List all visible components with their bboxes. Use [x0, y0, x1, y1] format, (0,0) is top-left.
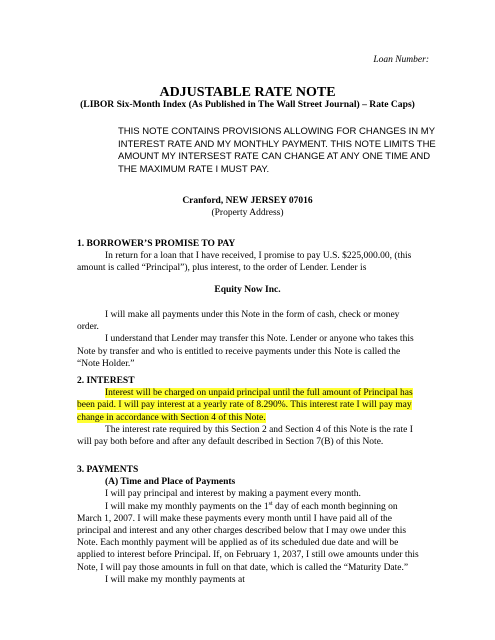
- loan-number-label: Loan Number:: [373, 55, 429, 65]
- property-city-state: Cranford, NEW JERSEY 07016: [182, 196, 313, 206]
- section-1-para-2: I will make all payments under this Note in the form of cash, check or money order.: [77, 310, 400, 333]
- section-1-para-1: In return for a loan that I have received, I promise to pay U.S. $225,000.00, (this amount is called “Principal”), plus interest, to the order of Lender. Lender is: [77, 251, 412, 274]
- section-2-para-2: The interest rate required by this Section 2 and Section 4 of this Note is the rate I will pay both before and after any default described in Section 7(B) of this Note.: [77, 424, 413, 448]
- section-1-heading: 1. BORROWER’S PROMISE TO PAY: [77, 239, 236, 249]
- lender-name: Equity Now Inc.: [214, 285, 281, 295]
- document-title: ADJUSTABLE RATE NOTE: [159, 85, 336, 100]
- section-3-heading: 3. PAYMENTS: [77, 465, 139, 475]
- section-2: [77, 375, 423, 448]
- section-3-para-3: I will make my monthly payments at: [105, 574, 245, 585]
- notice-paragraph: THIS NOTE CONTAINS PROVISIONS ALLOWING FOR CHANGES IN MY INTEREST RATE AND MY MONTHLY PAYMENT. THIS NOTE LIMITS THE AMOUNT MY INTERSEST RATE CAN CHANGE AT ANY ONE TIME AND THE MAXIMUM RATE I MUST PAY.: [118, 126, 436, 175]
- section-2-highlighted-text: Interest will be charged on unpaid principal until the full amount of Principal has been paid. I will pay interest at a yearly rate of 8.290%. This interest rate I will pay may change in accordance with Section 4 of this Note.: [77, 388, 413, 423]
- ordinal-suffix: st: [268, 500, 273, 507]
- section-1-cont: [77, 309, 423, 370]
- document-subtitle: (LIBOR Six-Month Index (As Published in The Wall Street Journal) – Rate Caps): [80, 99, 415, 110]
- section-3-para-2: I will make my monthly payments on the 1st day of each month beginning on March 1, 2007. I will make these payments every month until I have paid all of the principal and interest and any other charges described below that I may owe under this Note. Each monthly payment will be applied as of its scheduled due date and will be applied to interest before Principal. If, on February 1, 2037, I still owe amounts under this Note, I will pay those amounts in full on that date, which is called the “Maturity Date.”: [77, 500, 419, 573]
- section-1: [77, 238, 423, 275]
- section-1-para-3: I understand that Lender may transfer this Note. Lender or anyone who takes this Note by transfer and who is entitled to receive payments under this Note is called the “Note Holder.”: [77, 334, 414, 369]
- section-2-heading: 2. INTEREST: [77, 376, 135, 386]
- section-3: [77, 464, 423, 586]
- property-address-label: (Property Address): [211, 208, 284, 218]
- section-3-para-1: I will pay principal and interest by making a payment every month.: [105, 489, 361, 500]
- section-3a-subheading: (A) Time and Place of Payments: [105, 477, 236, 488]
